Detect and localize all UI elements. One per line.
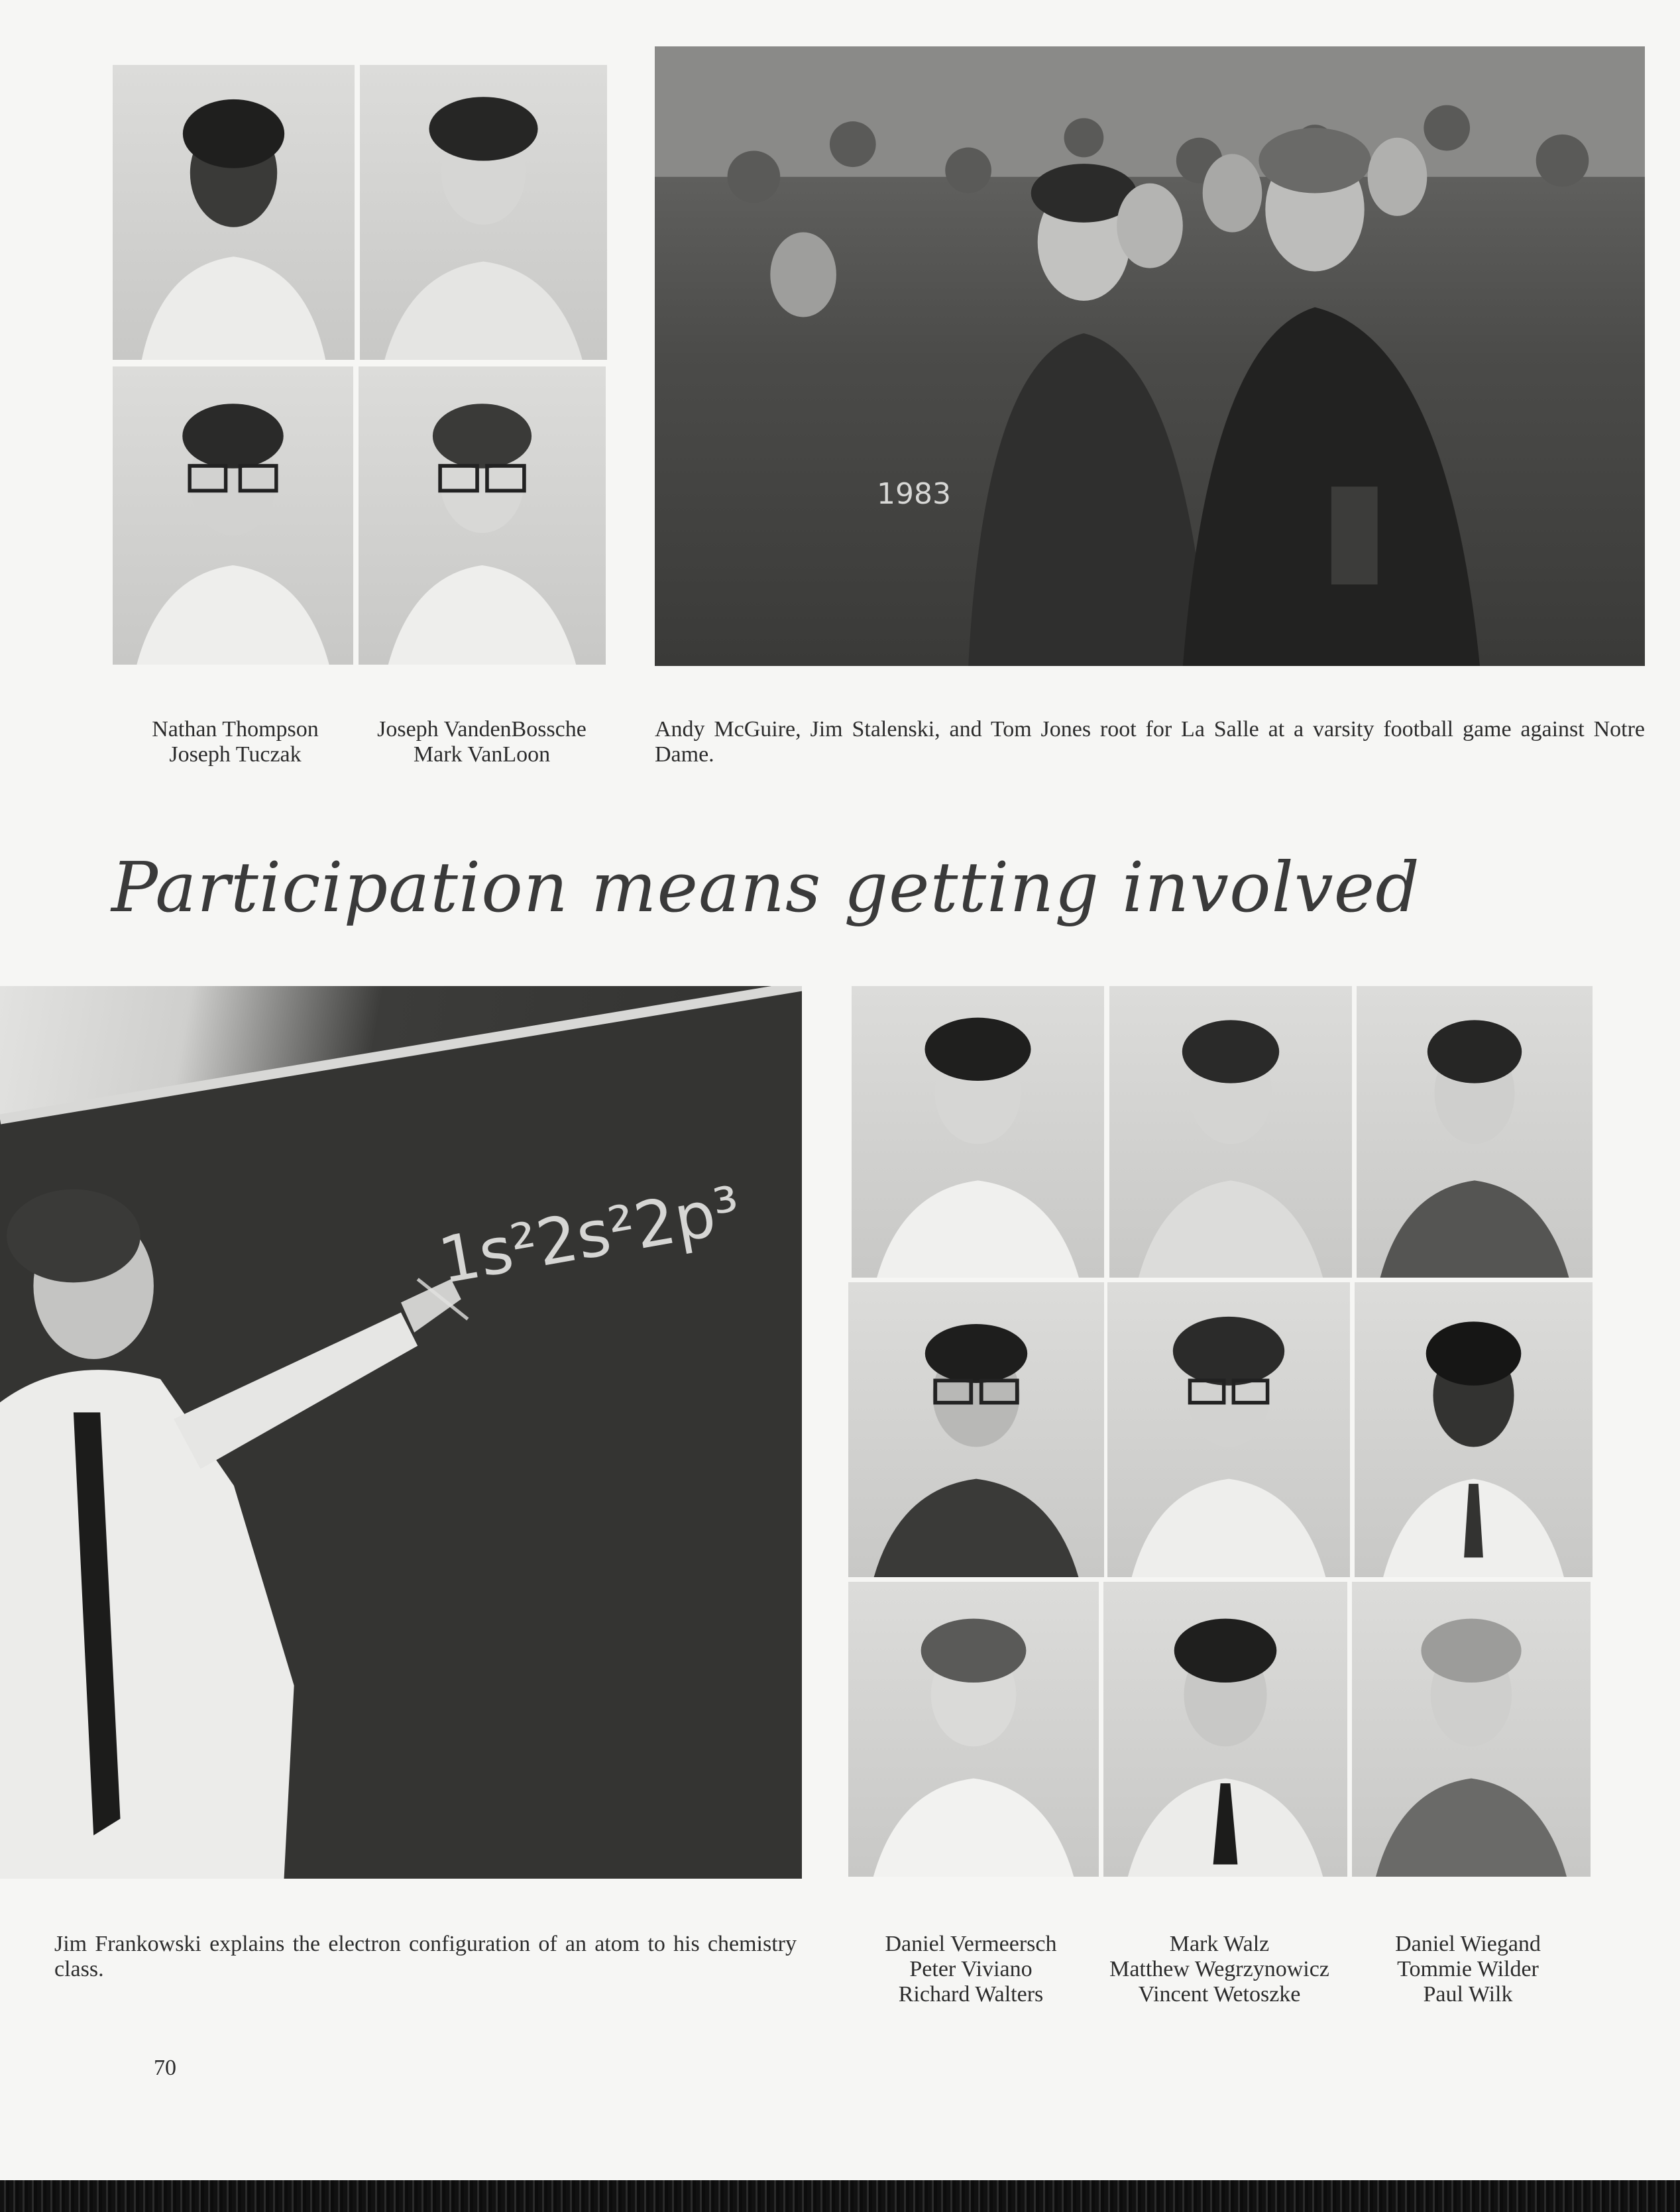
name-joseph-vandenbossche: Joseph VandenBossche (377, 717, 587, 742)
name-paul-wilk: Paul Wilk (1423, 1982, 1513, 2007)
name-richard-walters: Richard Walters (898, 1982, 1044, 2007)
portrait-matthew-wegrzynowicz (1107, 1282, 1350, 1577)
crowd-photo-caption: Andy McGuire, Jim Stalenski, and Tom Jones root for La Salle at a varsity football game against Notre Dame. (655, 717, 1645, 767)
portrait-peter-viviano (848, 1282, 1104, 1577)
portrait-daniel-wiegand (1357, 986, 1593, 1278)
portrait-names-col-2 (1090, 1932, 1349, 2007)
name-tommie-wilder: Tommie Wilder (1397, 1957, 1539, 1981)
portrait-names-col-3 (1345, 1932, 1591, 2007)
portrait-names-top-right (358, 717, 606, 767)
football-crowd-photo (655, 46, 1645, 666)
page-heading: Participation means getting involved (111, 847, 1420, 928)
portrait-daniel-vermeersch (852, 986, 1104, 1278)
portrait-joseph-tuczak (113, 366, 353, 665)
portrait-mark-walz (1109, 986, 1352, 1278)
chemistry-class-photo (0, 986, 802, 1879)
name-daniel-wiegand: Daniel Wiegand (1395, 1932, 1541, 1956)
portrait-joseph-vandenbossche (360, 65, 607, 360)
classroom-photo-caption: Jim Frankowski explains the electron configuration of an atom to his chemistry class. (54, 1932, 797, 1981)
scan-edge-band (0, 2180, 1680, 2212)
portrait-richard-walters (848, 1582, 1099, 1877)
portrait-vincent-wetoszke (1103, 1582, 1347, 1877)
name-daniel-vermeersch: Daniel Vermeersch (885, 1932, 1057, 1956)
name-mark-walz: Mark Walz (1169, 1932, 1270, 1956)
name-joseph-tuczak: Joseph Tuczak (169, 742, 302, 767)
portrait-tommie-wilder (1355, 1282, 1593, 1577)
portrait-mark-vanloon (359, 366, 606, 665)
name-mark-vanloon: Mark VanLoon (413, 742, 551, 767)
shirt-text: 1983 (877, 477, 951, 511)
portrait-names-top-left (126, 717, 345, 767)
chalkboard-text: 1s²2s²2p³ (433, 1172, 746, 1299)
name-peter-viviano: Peter Viviano (909, 1957, 1033, 1981)
name-vincent-wetoszke: Vincent Wetoszke (1138, 1982, 1301, 2007)
page-number: 70 (154, 2056, 176, 2080)
portrait-paul-wilk (1352, 1582, 1591, 1877)
portrait-names-col-1 (842, 1932, 1100, 2007)
portrait-nathan-thompson (113, 65, 355, 360)
name-nathan-thompson: Nathan Thompson (152, 717, 319, 742)
name-matthew-wegrzynowicz: Matthew Wegrzynowicz (1109, 1957, 1329, 1981)
